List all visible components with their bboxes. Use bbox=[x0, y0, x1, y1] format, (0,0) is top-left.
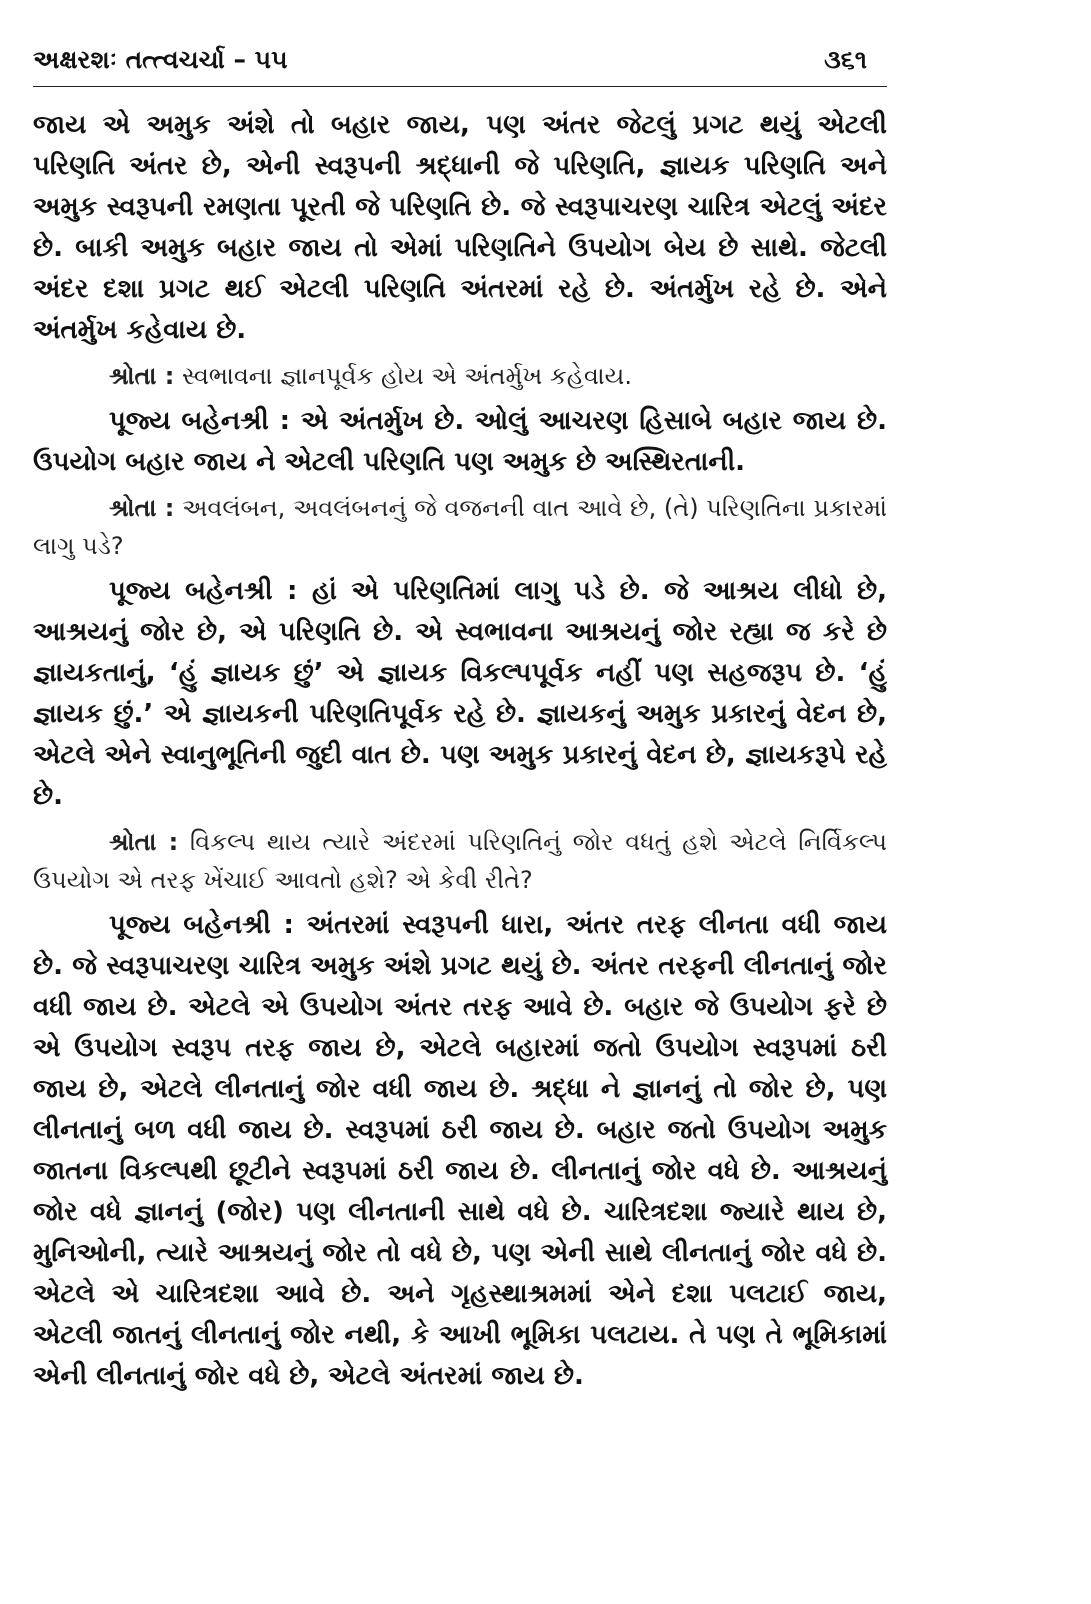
paragraph-text: અવલંબન, અવલંબનનું જે વજનની વાત આવે છે, (તે) પરિણતિના પ્રકારમાં લાગુ પડે? bbox=[33, 494, 887, 560]
paragraph-text: સ્વભાવના જ્ઞાનપૂર્વક હોય એ અંતર્મુખ કહેવાય. bbox=[174, 362, 632, 390]
page-body bbox=[33, 105, 887, 1397]
behenshri-answer bbox=[33, 571, 887, 817]
speaker-label: પૂજ્ય બહેનશ્રી : bbox=[109, 910, 294, 940]
paragraph-text: અંતરમાં સ્વરૂપની ધારા, અંતર તરફ લીનતા વધી જાય છે. જે સ્વરૂપાચરણ ચારિત્ર અમુક અંશે પ્રગટ થયું છે. અંતર તરફની લીનતાનું જોર વધી જાય છે. એટલે એ ઉપયોગ અંતર તરફ આવે છે. બહાર જે ઉપયોગ ફરે છે એ ઉપયોગ સ્વરૂપ તરફ જાય છે, એટલે બહારમાં જતો ઉપયોગ સ્વરૂપમાં ઠરી જાય છે, એટલે લીનતાનું જોર વધી જાય છે. શ્રદ્ધા ને જ્ઞાનનું તો જોર છે, પણ લીનતાનું બળ વધી જાય છે. સ્વરૂપમાં ઠરી જાય છે. બહાર જતો ઉપયોગ અમુક જાતના વિકલ્પથી છૂટીને સ્વરૂપમાં ઠરી જાય છે. લીનતાનું જોર વધે છે. આશ્રયનું જોર વધે જ્ઞાનનું (જોર) પણ લીનતાની સાથે વધે છે. ચારિત્રદશા જ્યારે થાય છે, મુનિઓની, ત્યારે આશ્રયનું જોર તો વધે છે, પણ એની સાથે લીનતાનું જોર વધે છે. એટલે એ ચારિત્રદશા આવે છે. અને ગૃહસ્થાશ્રમમાં એને દશા પલટાઈ જાય, એટલી જાતનું લીનતાનું જોર નથી, કે આખી ભૂમિકા પલટાય. તે પણ તે ભૂમિકામાં એની લીનતાનું જોર વધે છે, એટલે અંતરમાં જાય છે. bbox=[33, 910, 887, 1391]
listener-question bbox=[33, 489, 887, 565]
behenshri-answer bbox=[33, 401, 887, 483]
page-number: ૩૬૧ bbox=[824, 45, 867, 74]
paragraph-text: વિકલ્પ થાય ત્યારે અંદરમાં પરિણતિનું જોર વધતું હશે એટલે નિર્વિકલ્પ ઉપયોગ એ તરફ ખેંચાઈ આવતો હશે? એ કેવી રીતે? bbox=[33, 828, 887, 894]
speaker-label: પૂજ્ય બહેનશ્રી : bbox=[109, 576, 298, 606]
paragraph-text: હાં એ પરિણતિમાં લાગુ પડે છે. જે આશ્રય લીધો છે, આશ્રયનું જોર છે, એ પરિણતિ છે. એ સ્વભાવના આશ્રયનું જોર રહ્યા જ કરે છે જ્ઞાયકતાનું, ‘હું જ્ઞાયક છું’ એ જ્ઞાયક વિકલ્પપૂર્વક નહીં પણ સહજરૂપ છે. ‘હું જ્ઞાયક છું.’ એ જ્ઞાયકની પરિણતિપૂર્વક રહે છે. જ્ઞાયકનું અમુક પ્રકારનું વેદન છે, એટલે એને સ્વાનુભૂતિની જુદી વાત છે. પણ અમુક પ્રકારનું વેદન છે, જ્ઞાયકરૂપે રહે છે. bbox=[33, 576, 887, 811]
speaker-label: શ્રોતા : bbox=[109, 362, 175, 390]
speaker-label: પૂજ્ય બહેનશ્રી : bbox=[109, 406, 291, 436]
listener-question bbox=[33, 823, 887, 899]
listener-question bbox=[33, 357, 887, 395]
paragraph-text: એ અંતર્મુખ છે. ઓલું આચરણ હિસાબે બહાર જાય છે. ઉપયોગ બહાર જાય ને એટલી પરિણતિ પણ અમુક છે અસ્થિરતાની. bbox=[33, 406, 887, 477]
speaker-label: શ્રોતા : bbox=[109, 828, 179, 856]
book-title: અક્ષરશઃ તત્ત્વચર્ચા – ૫૫ bbox=[33, 45, 288, 74]
paragraph-continuation bbox=[33, 105, 887, 351]
paragraph-text: જાય એ અમુક અંશે તો બહાર જાય, પણ અંતર જેટલું પ્રગટ થયું એટલી પરિણતિ અંતર છે, એની સ્વરૂપની શ્રદ્ધાની જે પરિણતિ, જ્ઞાયક પરિણતિ અને અમુક સ્વરૂપની રમણતા પૂરતી જે પરિણતિ છે. જે સ્વરૂપાચરણ ચારિત્ર એટલું અંદર છે. બાકી અમુક બહાર જાય તો એમાં પરિણતિને ઉપયોગ બેય છે સાથે. જેટલી અંદર દશા પ્રગટ થઈ એટલી પરિણતિ અંતરમાં રહે છે. અંતર્મુખ રહે છે. એને અંતર્મુખ કહેવાય છે. bbox=[33, 110, 887, 345]
speaker-label: શ્રોતા : bbox=[109, 494, 175, 522]
running-header bbox=[33, 44, 887, 87]
behenshri-answer bbox=[33, 905, 887, 1397]
